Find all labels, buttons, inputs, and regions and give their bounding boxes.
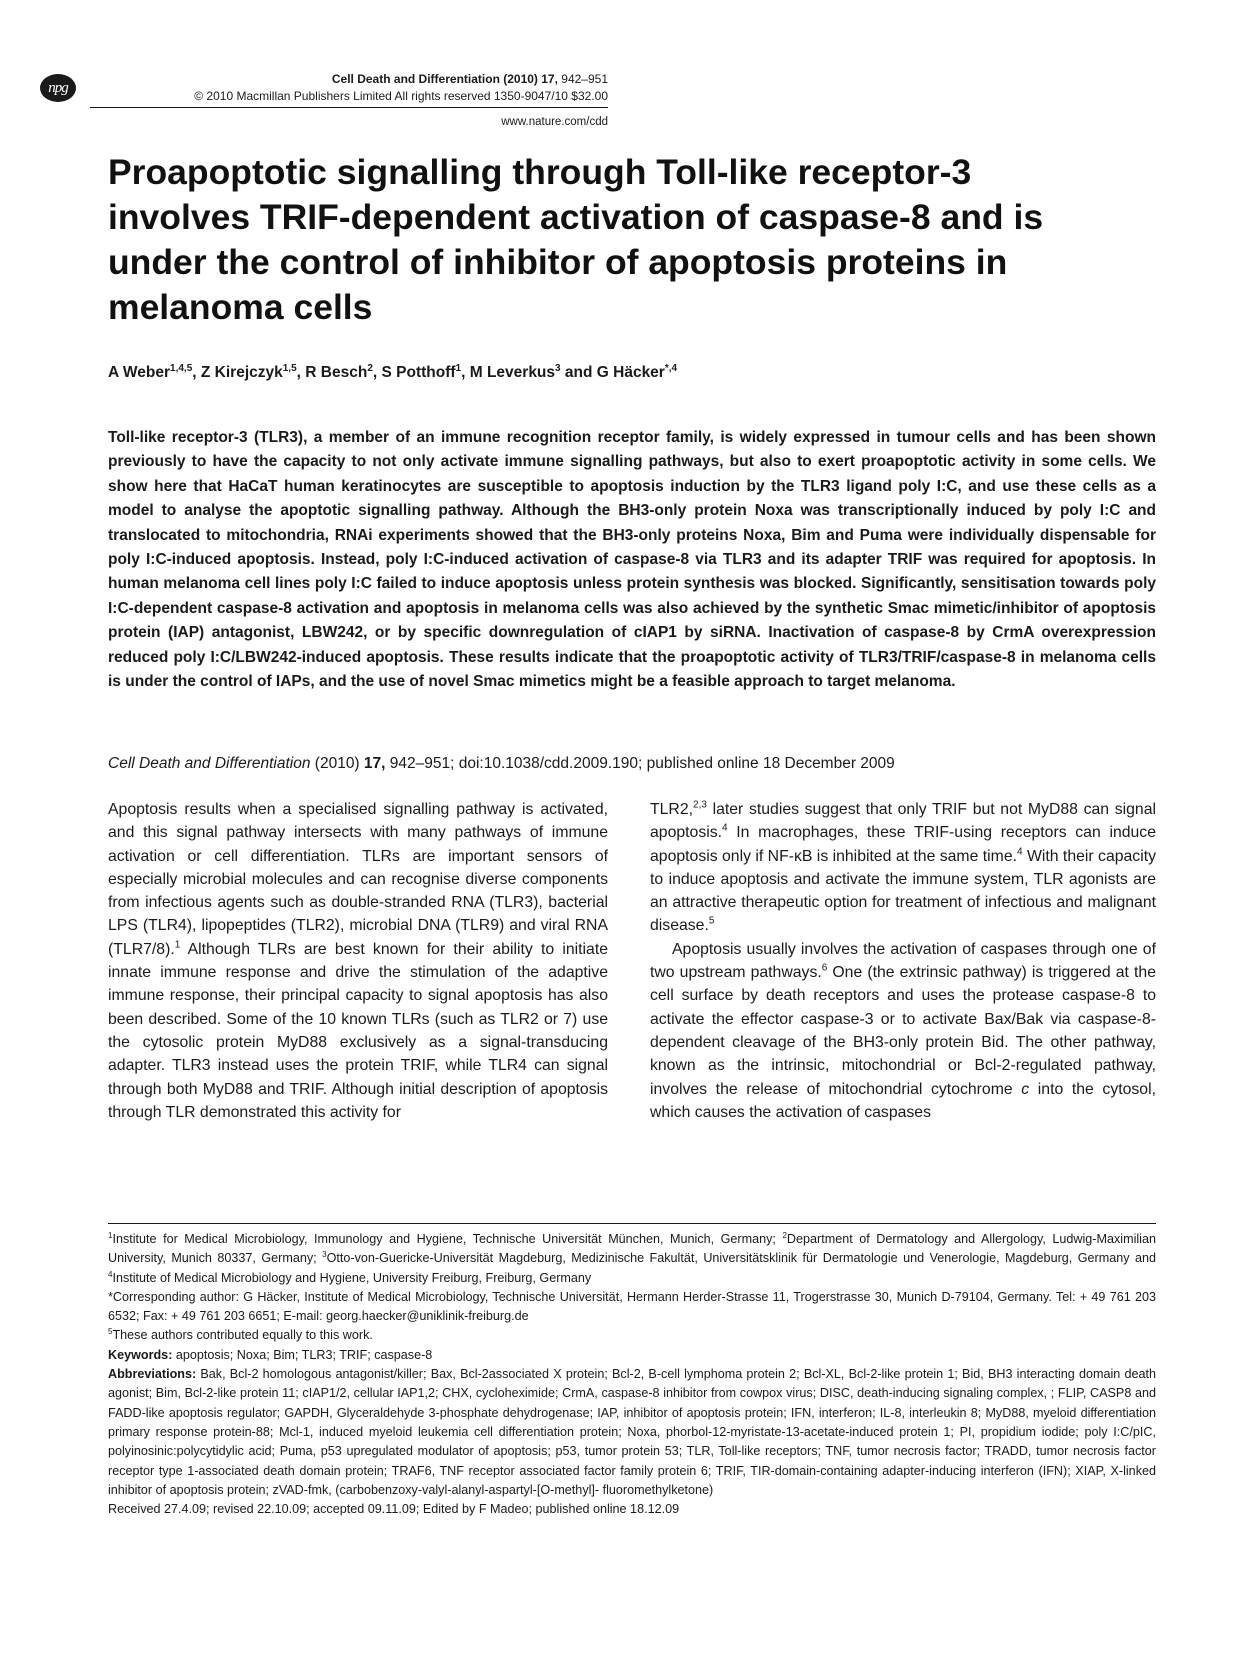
body-text: Apoptosis results when a specialised signalling pathway is activated, and this signal pathway intersects with many pathways of immune activation or cell differentiation. TLRs are important sensors of especially microbial molecules and can recognise diverse components from infectious agents such as double-stranded RNA (TLR3), bacterial LPS (TLR4), lipopeptides (TLR2), microbial DNA (TLR9) and viral RNA (TLR7/8). <box>108 801 608 958</box>
affiliation-text: Department of Dermatology and Allergology, Ludwig-Maximilian University, Munich 80337, Germany; <box>108 1232 1156 1266</box>
body-text: In macrophages, these TRIF-using receptors can induce apoptosis only if NF-κB is inhibited at the same time. <box>650 824 1156 865</box>
body-paragraph <box>650 798 1156 938</box>
body-paragraph <box>650 938 1156 1124</box>
header-rule <box>90 107 608 108</box>
body-text: into the cytosol, which causes the activation of caspases <box>650 1080 1156 1121</box>
author-separator: , <box>372 364 382 382</box>
author-name: A Weber <box>108 364 171 382</box>
body-text: TLR2, <box>650 801 694 818</box>
author-name: Z Kirejczyk <box>200 364 283 382</box>
keywords-label: Keywords: <box>108 1347 173 1362</box>
body-italic: c <box>1021 1080 1030 1098</box>
author-separator: and <box>560 364 597 382</box>
reference-marker[interactable]: 4 <box>722 823 728 835</box>
author-name: S Potthoff <box>381 364 456 382</box>
received-dates: Received 27.4.09; revised 22.10.09; accepted 09.11.09; Edited by F Madeo; published online 18.12.09 <box>108 1502 680 1517</box>
author-separator: , <box>296 364 306 382</box>
footnotes <box>108 1230 1156 1519</box>
citation-journal: Cell Death and Differentiation <box>108 755 311 772</box>
reference-marker[interactable]: 2,3 <box>693 799 707 811</box>
author-name: G Häcker <box>596 364 665 382</box>
body-column-left <box>108 798 608 1124</box>
author-affiliation: 1,4,5 <box>170 363 193 374</box>
author-list <box>108 363 677 382</box>
keywords <box>108 1346 1156 1365</box>
body-text: Apoptosis usually involves the activation of caspases through one of two upstream pathways. <box>650 940 1156 982</box>
keywords-text: apoptosis; Noxa; Bim; TLR3; TRIF; caspase-8 <box>172 1347 433 1362</box>
author-name: M Leverkus <box>469 364 556 382</box>
body-text: later studies suggest that only TRIF but not MyD88 can signal apoptosis. <box>650 801 1156 842</box>
affiliation-text: Otto-von-Guericke-Universität Magdeburg, Medizinische Fakultät, Universitätsklinik für Dermatologie und Venerologie, Magdeburg, Germany and <box>326 1251 1156 1266</box>
equal-contribution-note <box>108 1326 1156 1345</box>
body-text: Although TLRs are best known for their ability to initiate innate immune response and drive the stimulation of the adaptive immune response, their principal capacity to signal apoptosis has also been described. Some of the 10 known TLRs (such as TLR2 or 7) use the cytosolic protein MyD88 exclusively as a signal-transducing adapter. TLR3 instead uses the protein TRIF, while TLR4 can signal through both MyD88 and TRIF. Although initial description of apoptosis through TLR demonstrated this activity for <box>108 940 608 1121</box>
affiliation-text: Institute of Medical Microbiology and Hygiene, University Freiburg, Freiburg, Germany <box>112 1270 592 1285</box>
corresponding-author: *Corresponding author: G Häcker, Institute of Medical Microbiology, Technische Universität, Hermann Herder-Strasse 11, Trogerstrasse 30, Munich D-79104, Germany. Tel: + 49 761 203 6532; Fax: + 49 761 203 6651; E-mail: georg.haecker@uniklinik-freiburg.de <box>108 1289 1156 1324</box>
citation-volume: 17, <box>363 755 386 772</box>
abbreviations-text: Bak, Bcl-2 homologous antagonist/killer; Bax, Bcl-2associated X protein; Bcl-2, B-cell lymphoma protein 2; Bcl-XL, Bcl-2-like protein 1; Bid, BH3 interacting domain death agonist; Bim, Bcl-2-like protein 11; cIAP1/2, cellular IAP1,2; CHX, cycloheximide; CrmA, caspase-8 inhibitor from cowpox virus; DISC, death-inducing signaling complex, ; FLIP, CASP8 and FADD-like apoptosis regulator; GAPDH, Glyceraldehyde 3-phosphate dehydrogenase; IAP, inhibitor of apoptosis protein; IFN, interferon; IL-8, interleukin 8; MyD88, myeloid differentiation primary response protein-88; Mcl-1, induced myeloid leukemia cell differentiation protein; Noxa, phorbol-12-myristate-13-acetate-induced protein 1; PI, propidium iodide; poly I:C/pIC, polyinosinic:polycytidylic acid; Puma, p53 upregulated modulator of apoptosis; p53, tumor protein 53; TLR, Toll-like receptors; TNF, tumor necrosis factor; TRADD, tumor necrosis factor receptor type 1-associated death domain protein; TRAF6, TNF receptor associated factor family protein 6; TRIF, TIR-domain-containing adapter-inducing interferon (IFN); XIAP, X-linked inhibitor of apoptosis protein; zVAD-fmk, (carbobenzoxy-valyl-alanyl-aspartyl-[O-methyl]- fluoromethylketone) <box>108 1367 1156 1497</box>
reference-marker[interactable]: 5 <box>708 916 715 928</box>
affiliation-marker: 5 <box>108 1327 113 1337</box>
reference-marker[interactable]: 4 <box>1017 846 1023 858</box>
journal-url[interactable]: www.nature.com/cdd <box>501 116 608 128</box>
affiliation-marker: 3 <box>322 1250 327 1260</box>
abstract: Toll-like receptor-3 (TLR3), a member of an immune recognition receptor family, is widely expressed in tumour cells and has been shown previously to have the capacity to not only activate immune signalling pathways, but also to exert proapoptotic activity in some cells. We show here that HaCaT human keratinocytes are susceptible to apoptosis induction by the TLR3 ligand poly I:C, and use these cells as a model to analyse the apoptotic signalling pathway. Although the BH3-only protein Noxa was transcriptionally induced by poly I:C and translocated to mitochondria, RNAi experiments showed that the BH3-only proteins Noxa, Bim and Puma were individually dispensable for poly I:C-induced apoptosis. Instead, poly I:C-induced activation of caspase-8 via TLR3 and its adapter TRIF was required for apoptosis. In human melanoma cell lines poly I:C failed to induce apoptosis unless protein synthesis was blocked. Significantly, sensitisation towards poly I:C-dependent caspase-8 activation and apoptosis in melanoma cells was also achieved by the synthetic Smac mimetic/inhibitor of apoptosis protein (IAP) antagonist, LBW242, or by specific downregulation of cIAP1 by siRNA. Inactivation of caspase-8 by CrmA overexpression reduced poly I:C/LBW242-induced apoptosis. These results indicate that the proapoptotic activity of TLR3/TRIF/caspase-8 in melanoma cells is under the control of IAPs, and the use of novel Smac mimetics might be a feasible approach to target melanoma. <box>108 429 1156 691</box>
reference-marker[interactable]: 1 <box>174 939 181 951</box>
author-separator: , <box>192 364 201 382</box>
author-name: R Besch <box>305 364 368 382</box>
citation-year: (2010) <box>310 755 364 772</box>
author-affiliation: 3 <box>555 363 561 374</box>
abbreviations <box>108 1365 1156 1500</box>
copyright-line: © 2010 Macmillan Publishers Limited All rights reserved 1350-9047/10 $32.00 <box>194 89 608 103</box>
affiliation-marker: 1 <box>108 1230 113 1240</box>
journal-header <box>332 72 608 86</box>
affiliation-marker: 2 <box>782 1230 787 1240</box>
body-paragraph <box>108 798 608 1124</box>
npg-logo: npg <box>40 74 76 102</box>
journal-pages: 942–951 <box>557 72 608 86</box>
journal-name: Cell Death and Differentiation (2010) 17, <box>331 72 558 86</box>
affiliations <box>108 1230 1156 1288</box>
footnote-rule <box>108 1223 1156 1224</box>
author-affiliation: 2 <box>367 363 373 374</box>
article-title: Proapoptotic signalling through Toll-like receptor-3 involves TRIF-dependent activation of caspase-8 and is under the control of inhibitor of apoptosis proteins in melanoma cells <box>108 152 1044 327</box>
body-text: With their capacity to induce apoptosis and activate the immune system, TLR agonists are an attractive therapeutic option for treatment of infectious and malignant disease. <box>650 847 1157 935</box>
body-column-right <box>650 798 1156 1124</box>
author-affiliation: *,4 <box>664 363 678 374</box>
author-separator: , <box>461 364 470 382</box>
equal-contribution-text: These authors contributed equally to this work. <box>112 1328 373 1343</box>
body-text: One (the extrinsic pathway) is triggered at the cell surface by death receptors and uses the protease caspase-8 to activate the effector caspase-3 or to activate Bax/Bak via caspase-8-dependent cleavage of the BH3-only protein Bid. The other pathway, known as the intrinsic, mitochondrial or Bcl-2-regulated pathway, involves the release of mitochondrial cytochrome <box>650 964 1156 1098</box>
citation-line <box>108 755 895 773</box>
author-affiliation: 1,5 <box>282 363 297 374</box>
author-affiliation: 1 <box>455 363 462 374</box>
affiliation-marker: 4 <box>108 1269 113 1279</box>
abbreviations-label: Abbreviations: <box>108 1367 197 1382</box>
citation-details: 942–951; doi:10.1038/cdd.2009.190; published online 18 December 2009 <box>385 755 895 772</box>
affiliation-text: Institute for Medical Microbiology, Immunology and Hygiene, Technische Universität München, Munich, Germany; <box>112 1232 783 1246</box>
reference-marker[interactable]: 6 <box>821 962 828 974</box>
